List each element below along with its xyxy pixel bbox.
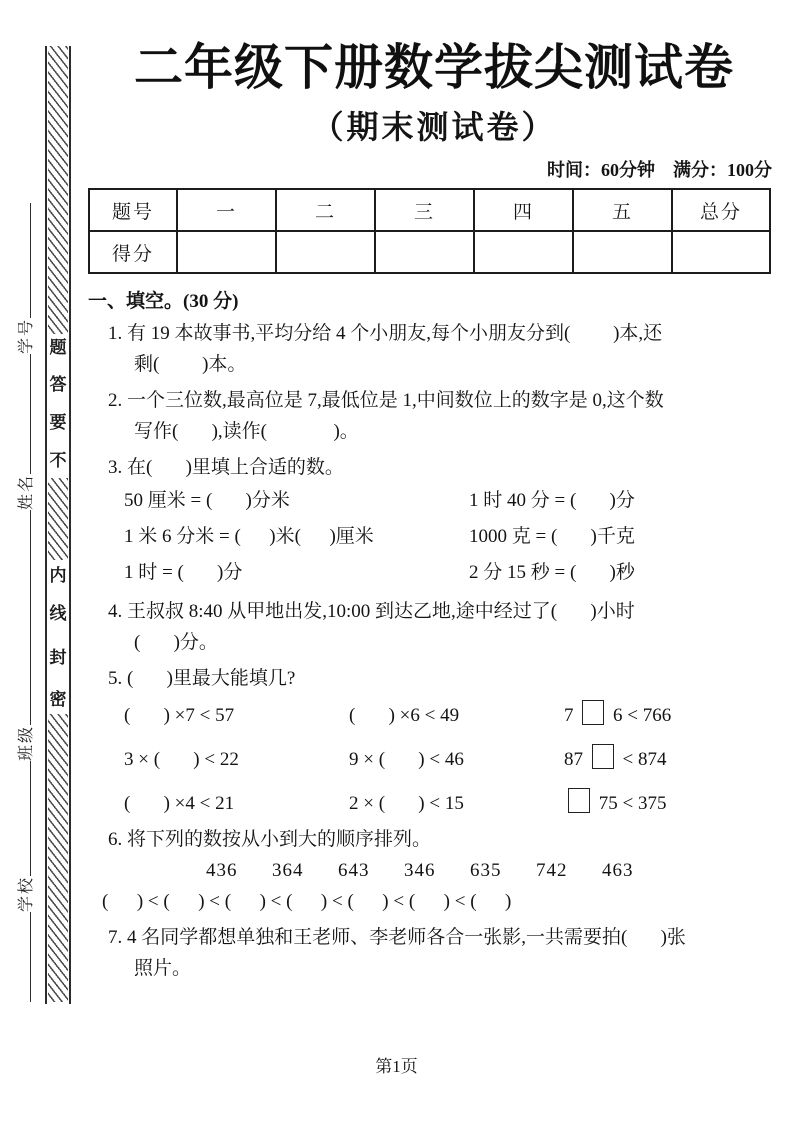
inequality-cell: 75 < 375 <box>564 788 780 819</box>
score-value-cell <box>474 231 573 273</box>
score-table-header-cell: 三 <box>375 189 474 231</box>
hatch-pattern <box>48 46 68 334</box>
info-fill-line <box>13 354 31 474</box>
info-fill-line <box>13 510 31 725</box>
score-table-header-cell: 二 <box>276 189 375 231</box>
conversion-right: 2 分 15 秒 = ( )秒 <box>469 562 635 584</box>
seal-phrase-char: 题 <box>49 338 67 357</box>
inequality-cell: 7 6 < 766 <box>564 700 780 731</box>
info-label-班级: 班级 <box>18 724 35 761</box>
max-fill-grid <box>88 700 780 819</box>
question-line: 4. 王叔叔 8:40 从甲地出发,10:00 到达乙地,途中经过了( )小时 <box>108 601 635 623</box>
question-line: 1. 有 19 本故事书,平均分给 4 个小朋友,每个小朋友分到( )本,还 <box>108 323 663 345</box>
score-table-header-cell: 题号 <box>89 189 177 231</box>
info-fill-line <box>13 203 31 318</box>
question-q5 <box>88 663 780 819</box>
seal-phrase-char: 内 <box>49 566 67 585</box>
seal-phrase-char: 要 <box>49 413 67 432</box>
question-q6 <box>88 824 780 917</box>
score-value-cell <box>276 231 375 273</box>
page-number: 第1页 <box>375 1057 418 1076</box>
answer-box <box>568 788 590 813</box>
question-line: 3. 在( )里填上合适的数。 <box>108 457 344 479</box>
inequality-cell: ( ) ×4 < 21 <box>124 793 235 815</box>
questions-list <box>88 318 780 984</box>
inequality-cell: ( ) ×6 < 49 <box>349 705 460 727</box>
seal-line-band <box>45 46 71 1004</box>
conversion-left: 50 厘米 = ( )分米 <box>124 490 290 512</box>
unit-conversion-row <box>88 483 780 519</box>
question-line: 5. ( )里最大能填几? <box>108 668 296 690</box>
section-heading: 一、填空。(30 分) <box>88 291 239 313</box>
info-label-学校: 学校 <box>18 875 35 912</box>
seal-phrase-char: 线 <box>49 604 67 623</box>
inequality-cell: 3 × ( ) < 22 <box>124 749 239 771</box>
inequality-cell: 9 × ( ) < 46 <box>349 749 464 771</box>
seal-phrase-char: 密 <box>49 690 67 709</box>
seal-phrase-char: 不 <box>49 451 67 470</box>
exam-content <box>88 0 780 984</box>
question-line: 2. 一个三位数,最高位是 7,最低位是 1,中间数位上的数字是 0,这个数 <box>108 390 664 412</box>
question-q3 <box>88 452 780 591</box>
score-table-header-cell: 一 <box>177 189 276 231</box>
score-value-cell <box>177 231 276 273</box>
score-value-cell <box>375 231 474 273</box>
question-q4 <box>88 596 780 658</box>
question-line: 写作( ),读作( )。 <box>134 421 359 443</box>
ordering-blanks-line: ( ) < ( ) < ( ) < ( ) < ( ) < ( ) < ( ) <box>102 891 512 913</box>
info-fill-line <box>13 761 31 876</box>
subtitle: （期末测试卷） <box>311 109 557 146</box>
unit-conversion-row <box>88 555 780 591</box>
score-table-header-cell: 五 <box>573 189 672 231</box>
score-table-score-row <box>89 231 770 273</box>
score-table-header-cell: 总分 <box>672 189 770 231</box>
question-q7 <box>88 922 780 984</box>
question-line: 6. 将下列的数按从小到大的顺序排列。 <box>108 829 432 851</box>
score-table-header-cell: 四 <box>474 189 573 231</box>
score-table-header-row <box>89 189 770 231</box>
hatch-pattern <box>48 478 68 560</box>
exam-meta: 时间：60分钟 满分：100分 <box>547 160 772 181</box>
score-value-cell <box>672 231 770 273</box>
numbers-to-sort: 436 364 643 346 635 742 463 <box>206 860 634 882</box>
info-label-学号: 学号 <box>18 317 35 354</box>
conversion-right: 1000 克 = ( )千克 <box>469 526 635 548</box>
conversion-left: 1 时 = ( )分 <box>124 562 243 584</box>
inequality-cell: 2 × ( ) < 15 <box>349 793 464 815</box>
score-label-cell: 得分 <box>89 231 177 273</box>
answer-box <box>592 744 614 769</box>
question-line: 剩( )本。 <box>134 354 247 376</box>
score-table <box>88 188 771 274</box>
seal-phrase-char: 答 <box>49 375 67 394</box>
question-line: 7. 4 名同学都想单独和王老师、李老师各合一张影,一共需要拍( )张 <box>108 927 686 949</box>
info-label-姓名: 姓名 <box>18 473 35 510</box>
conversion-right: 1 时 40 分 = ( )分 <box>469 490 635 512</box>
question-line: 照片。 <box>134 958 192 980</box>
student-info-strip <box>13 142 39 1002</box>
hatch-pattern <box>48 714 68 1002</box>
question-line: ( )分。 <box>134 632 218 654</box>
inequality-cell: 87 < 874 <box>564 744 780 775</box>
score-value-cell <box>573 231 672 273</box>
page-title: 二年级下册数学拔尖测试卷 <box>133 40 734 95</box>
info-fill-line <box>13 912 31 1002</box>
question-q2 <box>88 385 780 447</box>
unit-conversion-row <box>88 519 780 555</box>
inequality-cell: ( ) ×7 < 57 <box>124 705 235 727</box>
answer-box <box>582 700 604 725</box>
conversion-left: 1 米 6 分米 = ( )米( )厘米 <box>124 526 374 548</box>
seal-phrase-char: 封 <box>49 648 67 667</box>
question-q1 <box>88 318 780 380</box>
